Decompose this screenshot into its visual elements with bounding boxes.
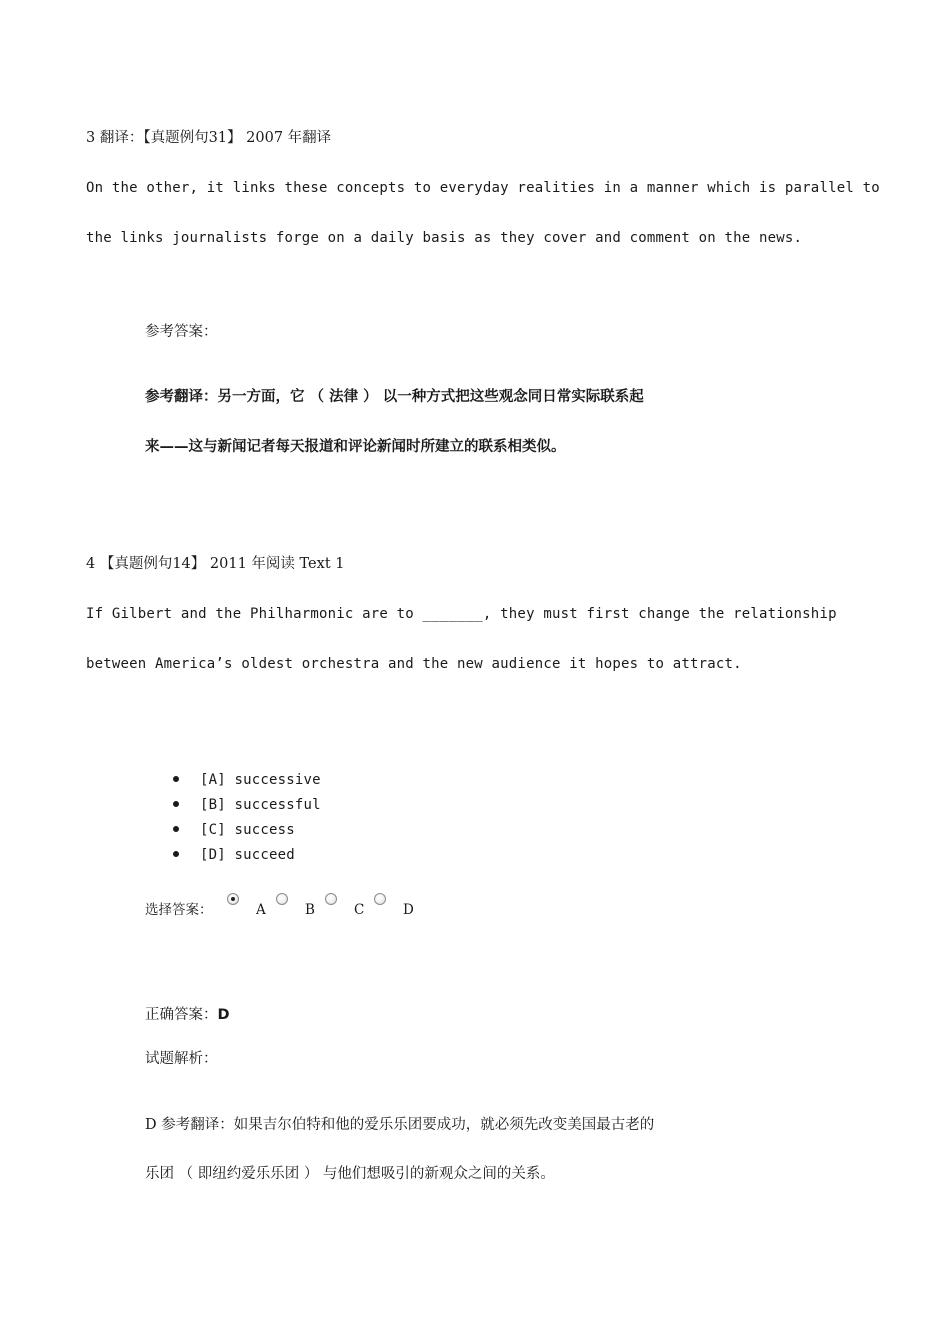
radio-a[interactable] (227, 893, 239, 905)
q3-sentence-line-2: the links journalists forge on a daily basis as they cover and comment on the news. (86, 230, 803, 246)
radio-d-label: D (403, 902, 414, 918)
radio-c-label: C (354, 902, 365, 918)
list-item (170, 818, 321, 843)
q3-answer-label: 参考答案： (145, 324, 218, 340)
analysis-line-1: D 参考翻译：如果吉尔伯特和他的爱乐乐团要成功，就必须先改变美国最古老的 (145, 1117, 655, 1133)
radio-a-label: A (256, 902, 266, 918)
correct-answer-label: 正确答案： (145, 1007, 218, 1023)
correct-answer-value: D (217, 1007, 230, 1023)
list-item (170, 843, 321, 868)
radio-d[interactable] (374, 893, 386, 905)
q4-options-list (170, 768, 321, 868)
radio-b-label: B (305, 902, 315, 918)
analysis-label: 试题解析： (145, 1051, 218, 1067)
q4-header: 4 【真题例句14】 2011 年阅读 Text 1 (86, 556, 345, 572)
bullet-icon (173, 851, 179, 857)
radio-c[interactable] (325, 893, 337, 905)
option-b-text: [B] successful (200, 797, 321, 813)
q4-sentence-line-1: If Gilbert and the Philharmonic are to _______, they must first change the relationship (86, 606, 837, 622)
option-a-text: [A] successive (200, 772, 321, 788)
bullet-icon (173, 826, 179, 832)
option-c-text: [C] success (200, 822, 295, 838)
correct-answer (145, 1005, 230, 1025)
option-d-text: [D] succeed (200, 847, 295, 863)
bullet-icon (173, 801, 179, 807)
analysis-line-2: 乐团 （ 即纽约爱乐乐团 ） 与他们想吸引的新观众之间的关系。 (145, 1166, 555, 1182)
choose-answer-label: 选择答案： (145, 902, 213, 918)
q4-sentence-line-2: between America’s oldest orchestra and the new audience it hopes to attract. (86, 656, 742, 672)
q3-translation-line-2: 来——这与新闻记者每天报道和评论新闻时所建立的联系相类似。 (145, 439, 566, 455)
bullet-icon (173, 776, 179, 782)
q3-translation-line-1: 参考翻译：另一方面，它 （ 法律 ） 以一种方式把这些观念同日常实际联系起 (145, 389, 644, 405)
list-item (170, 793, 321, 818)
radio-b[interactable] (276, 893, 288, 905)
list-item (170, 768, 321, 793)
q3-header: 3 翻译：【真题例句31】 2007 年翻译 (86, 130, 332, 146)
q3-sentence-line-1: On the other, it links these concepts to everyday realities in a manner which is parallel to (86, 180, 880, 196)
